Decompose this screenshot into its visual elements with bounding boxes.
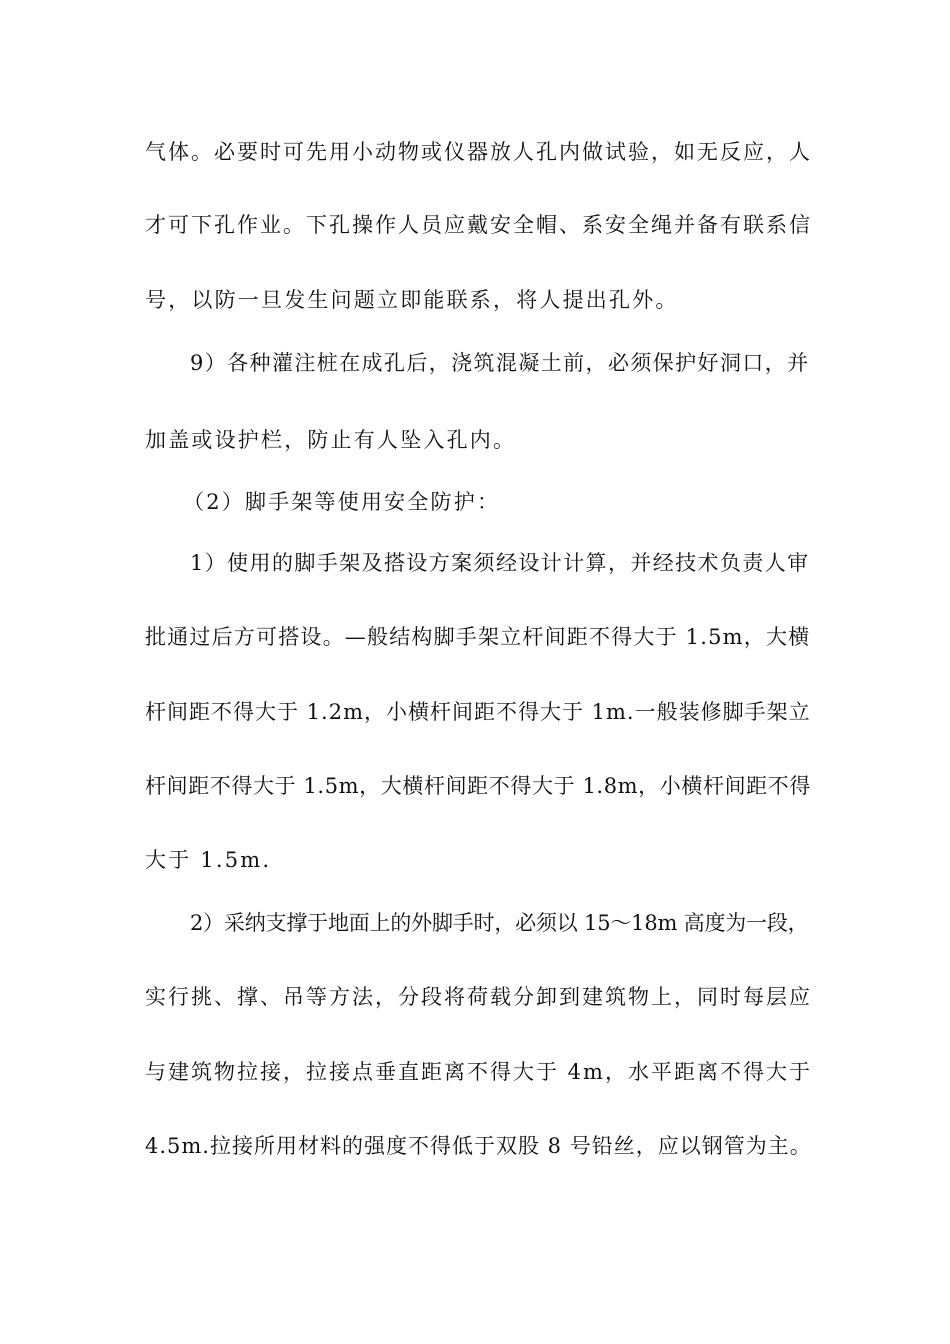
text-line: 实行挑、撑、吊等方法，分段将荷载分卸到建筑物上，同时每层应 [145, 985, 812, 1009]
section-heading: （2）脚手架等使用安全防护： [183, 490, 501, 514]
text-line: 气体。必要时可先用小动物或仪器放人孔内做试验，如无反应，人 [145, 140, 812, 164]
text-line: 9）各种灌注桩在成孔后，浇筑混凝土前，必须保护好洞口，并 [190, 351, 810, 375]
text-line: 1）使用的脚手架及搭设方案须经设计计算，并经技术负责人审 [190, 551, 810, 575]
text-line: 批通过后方可搭设。—般结构脚手架立杆间距不得大于 1.5m，大横 [145, 625, 811, 649]
text-line: 才可下孔作业。下孔操作人员应戴安全帽、系安全绳并备有联系信 [145, 213, 812, 237]
text-line: 与建筑物拉接，拉接点垂直距离不得大于 4m，水平距离不得大于 [145, 1060, 812, 1084]
text-line: 加盖或设护栏，防止有人坠入孔内。 [145, 428, 517, 452]
text-line: 号，以防一旦发生问题立即能联系，将人提出孔外。 [145, 288, 679, 312]
text-line: 4.5m.拉接所用材料的强度不得低于双股 8 号铅丝，应以钢管为主。 [145, 1134, 812, 1158]
text-line: 杆间距不得大于 1.2m，小横杆间距不得大于 1m.一般装修脚手架立 [145, 700, 811, 724]
text-line: 大于 1.5m. [145, 848, 272, 872]
text-line: 杆间距不得大于 1.5m，大横杆间距不得大于 1.8m，小横杆间距不得 [145, 774, 811, 798]
text-line: 2）采纳支撑于地面上的外脚手时，必须以 15～18m 高度为一段， [190, 911, 809, 935]
